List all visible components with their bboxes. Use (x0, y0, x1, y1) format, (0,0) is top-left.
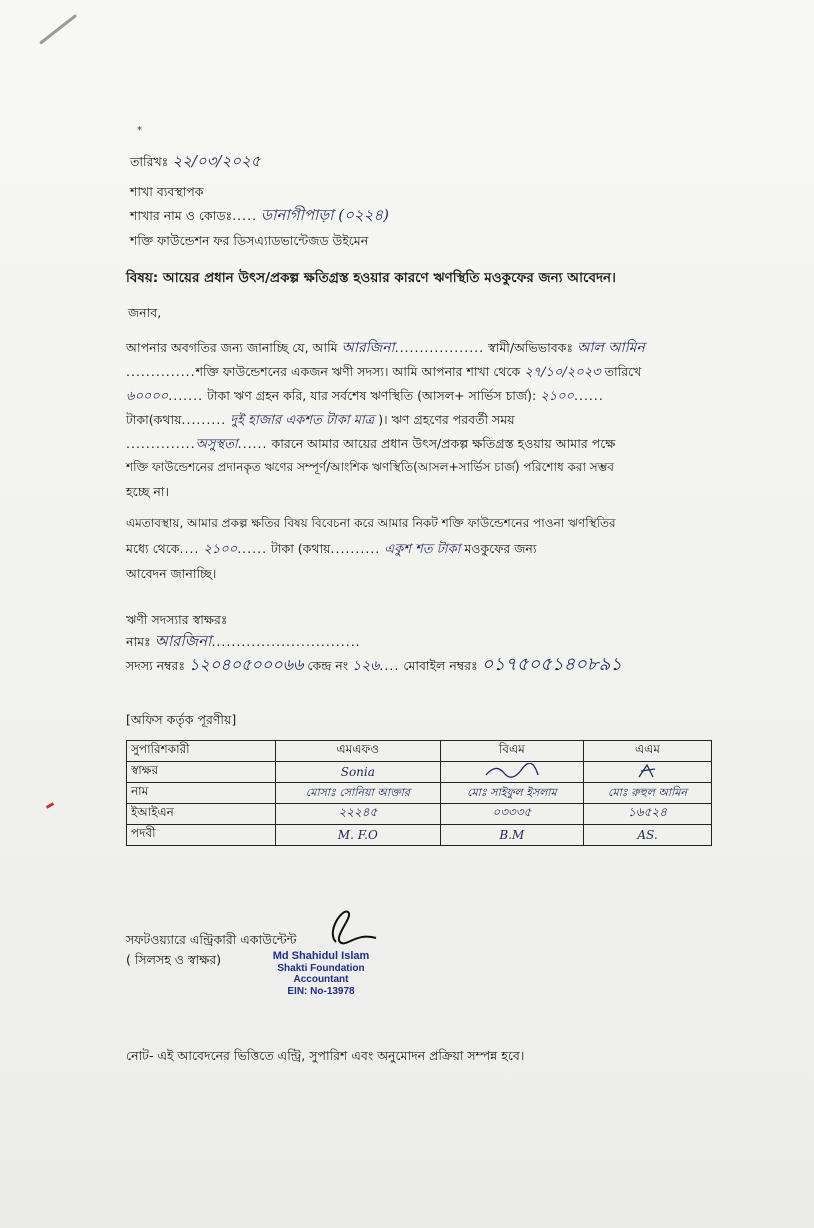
table-header-cell: এমএফও (276, 741, 441, 762)
signature-scribble-icon (633, 763, 663, 779)
organization-name: শক্তি ফাউন্ডেশন ফর ডিসএ্যাডভান্টেজড উইমেন (130, 233, 369, 248)
para1-line7: হচ্ছে না। (126, 484, 169, 499)
table-cell: মোঃ সাইফুল ইসলাম (440, 783, 583, 804)
para2-text-c: মওকুফের জন্য (464, 541, 537, 556)
member-name-value: আরজিনা (154, 632, 212, 650)
office-title: [অফিস কর্তৃক পূরণীয়] (126, 712, 237, 727)
date-label: তারিখঃ (130, 154, 169, 169)
table-row (127, 762, 712, 783)
mobile-value: ০১৭৫০৫১৪০৮৯১ (481, 654, 622, 675)
reason-handwritten: অসুস্থতা (195, 437, 238, 452)
balance-handwritten: ২১০০ (540, 389, 574, 404)
branch-line: শাখার নাম ও কোডঃ..... ডানাগীপাড়া (০২২৪) (130, 206, 389, 224)
table-row (127, 783, 712, 804)
para1-text-b: স্বামী/অভিভাবকঃ (488, 340, 574, 355)
waive-amount-handwritten: ২১০০ (203, 542, 238, 557)
member-id-line: সদস্য নম্বরঃ ১২০৪০৫০০০৬৬ কেন্দ্র নং ১২৬.... মোবাইল নম্বরঃ ০১৭৫০৫১৪০৮৯১ (126, 654, 622, 675)
para1-line5: ..............অসুস্থতা...... কারনে আমার আয়ের প্রধান উৎস/প্রকল্প ক্ষতিগ্রস্ত হওয়ায় আমার পক্ষে (126, 436, 616, 452)
para2-text-b: টাকা (কথায় (271, 541, 331, 556)
table-row (127, 825, 712, 846)
footer-note: নোট- এই আবেদনের ভিত্তিতে এন্ট্রি, সুপারিশ এবং অনুমোদন প্রক্রিয়া সম্পন্ন হবে। (126, 1048, 525, 1063)
branch-label: শাখার নাম ও কোডঃ (130, 208, 233, 223)
row-label: ইআইএন (127, 804, 276, 825)
branch-value: ডানাগীপাড়া (০২২৪) (261, 206, 389, 224)
para1-line1: আপনার অবগতির জন্য জানাচ্ছি যে, আমি আরজিনা.................. স্বামী/অভিভাবকঃ আল আমিন (126, 340, 645, 356)
recipient-title: শাখা ব্যবস্থাপক (130, 184, 204, 199)
para1-text-f: টাকা(কথায় (126, 412, 182, 427)
table-cell: ০৩৩৩৫ (440, 804, 583, 825)
stamp-line: Md Shahidul Islam (272, 950, 370, 962)
guardian-name-handwritten: আল আমিন (577, 340, 645, 356)
para1-text-a: আপনার অবগতির জন্য জানাচ্ছি যে, আমি (126, 340, 338, 355)
member-name-label: নামঃ (126, 634, 151, 649)
para1-text-c: শক্তি ফাউন্ডেশনের একজন ঋণী সদস্য। আমি আপনার শাখা থেকে (195, 364, 521, 379)
balance-words-handwritten: দুই হাজার একশত টাকা মাত্র (230, 413, 375, 428)
accountant-stamp (266, 950, 376, 997)
accountant-title: সফটওয়্যারে এন্ট্রিকারী একাউন্টেন্ট (126, 932, 297, 947)
para2-line3: আবেদন জানাচ্ছি। (126, 566, 217, 581)
subject-line: বিষয়: আয়ের প্রধান উৎস/প্রকল্প ক্ষতিগ্রস্ত হওয়ার কারণে ঋণস্থিতি মওকুফের জন্য আবেদন। (126, 270, 616, 286)
para1-line3: ৬০০০০....... টাকা ঋণ গ্রহন করি, যার সর্বশেষ ঋণস্থিতি (আসল+ সার্ভিস চার্জ): ২১০০...... (126, 388, 604, 404)
para1-line6: শক্তি ফাউন্ডেশনের প্রদানকৃত ঋণের সম্পূর্ণ/আংশিক ঋণস্থিতি(আসল+সার্ভিস চার্জ) পরিশোধ করা সম্ভব (126, 460, 614, 474)
para1-line4: টাকা(কথায়......... দুই হাজার একশত টাকা মাত্র )। ঋণ গ্রহণের পরবর্তী সময় (126, 412, 515, 428)
accountant-seal-note: ( সিলসহ ও স্বাক্ষর) (126, 952, 222, 967)
member-name-handwritten: আরজিনা (341, 340, 395, 356)
table-header-cell: সুপারিশকারী (127, 741, 276, 762)
accountant-signature-icon (316, 902, 386, 952)
member-id-value: ১২০৪০৫০০০৬৬ (189, 655, 304, 674)
mobile-label: মোবাইল নম্বরঃ (403, 658, 478, 673)
row-label: স্বাক্ষর (127, 762, 276, 783)
member-signature-label: ঋণী সদস্যার স্বাক্ষরঃ (126, 612, 228, 627)
para2-line2: মধ্যে থেকে.... ২১০০...... টাকা (কথায়.......... একুশ শত টাকা মওকুফের জন্য (126, 541, 537, 557)
loan-date-handwritten: ২৭/১০/২০২৩ (524, 365, 601, 380)
table-cell (584, 762, 712, 783)
waive-words-handwritten: একুশ শত টাকা (384, 542, 461, 557)
table-header-cell: বিএম (440, 741, 583, 762)
stray-red-mark (46, 802, 54, 809)
para1-text-d: তারিখে (604, 364, 642, 379)
table-cell: M. F.O (276, 825, 441, 846)
table-cell: Sonia (276, 762, 441, 783)
stamp-line: Shakti Foundation (277, 962, 365, 974)
para1-text-g: )। ঋণ গ্রহণের পরবর্তী সময় (378, 412, 515, 427)
row-label: পদবী (127, 825, 276, 846)
para1-text-h: কারনে আমার আয়ের প্রধান উৎস/প্রকল্প ক্ষতিগ্রস্ত হওয়ায় আমার পক্ষে (271, 436, 616, 451)
para1-text-e: টাকা ঋণ গ্রহন করি, যার সর্বশেষ ঋণস্থিতি (আসল+ সার্ভিস চার্জ): (207, 388, 537, 403)
date-value: ২২/০৩/২০২৫ (172, 152, 261, 170)
para2-text-a: মধ্যে থেকে (126, 541, 180, 556)
stamp-line: Accountant (293, 974, 349, 986)
loan-amount-handwritten: ৬০০০০ (126, 389, 169, 404)
pencil-mark (39, 14, 77, 45)
stamp-line: EIN: No-13978 (287, 985, 355, 997)
table-cell: মোসাঃ সোনিয়া আক্তার (276, 783, 441, 804)
center-label: কেন্দ্র নং (307, 658, 349, 673)
table-cell: ১৬৫২৪ (584, 804, 712, 825)
member-name-line: নামঃ আরজিনা.............................. (126, 632, 361, 650)
salutation: জনাব, (128, 305, 162, 320)
table-header-cell: এএম (584, 741, 712, 762)
member-id-label: সদস্য নম্বরঃ (126, 658, 186, 673)
stray-mark: * (137, 125, 142, 136)
office-table (126, 740, 712, 846)
table-cell: B.M (440, 825, 583, 846)
row-label: নাম (127, 783, 276, 804)
table-cell (440, 762, 583, 783)
para1-line2: ..............শক্তি ফাউন্ডেশনের একজন ঋণী সদস্য। আমি আপনার শাখা থেকে ২৭/১০/২০২৩ তারিখে (126, 364, 642, 380)
center-value: ১২৬ (352, 658, 380, 674)
table-header-row (127, 741, 712, 762)
signature-scribble-icon (482, 763, 542, 779)
table-row (127, 804, 712, 825)
date-line (130, 152, 260, 170)
table-cell: AS. (584, 825, 712, 846)
table-cell: ২২২৪৫ (276, 804, 441, 825)
para2-line1: এমতাবস্থায়, আমার প্রকল্প ক্ষতির বিষয় বিবেচনা করে আমার নিকট শক্তি ফাউন্ডেশনের পাওনা ঋণস্থিতির (126, 516, 616, 530)
table-cell: মোঃ রুহুল আমিন (584, 783, 712, 804)
